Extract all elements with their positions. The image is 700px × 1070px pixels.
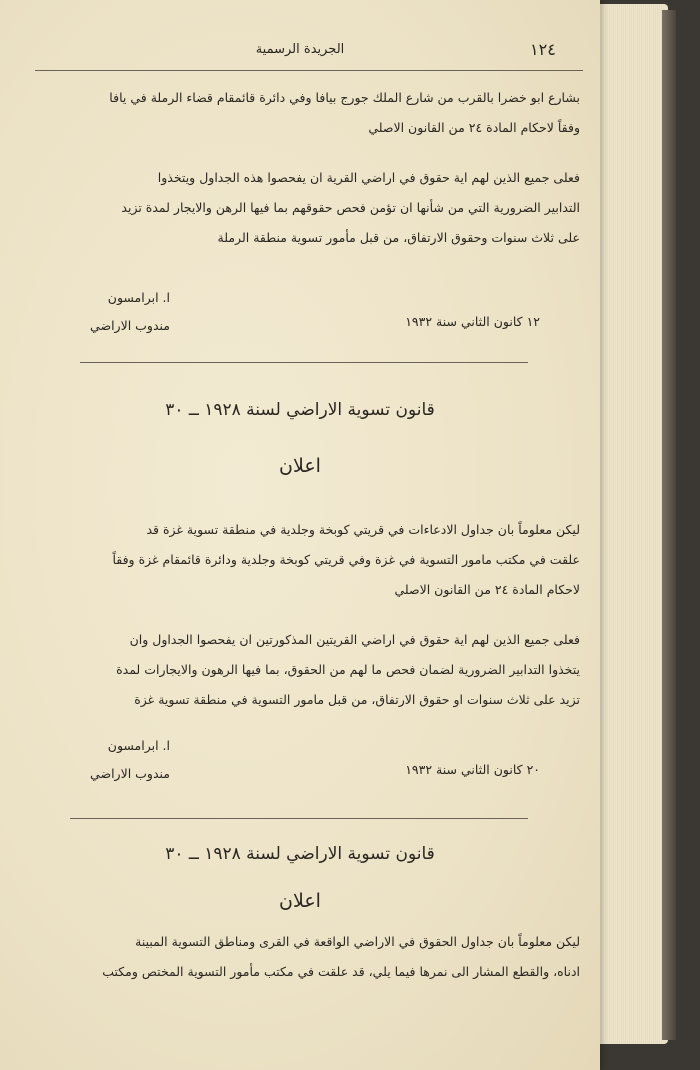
section1-date: ١٢ كانون الثاني سنة ١٩٣٢ [405, 314, 540, 329]
section1-signature-title: مندوب الاراضي [90, 318, 170, 333]
header-title: الجريدة الرسمية [255, 42, 345, 57]
section-divider-1 [80, 362, 528, 363]
section2-line-6: تزيد على ثلاث سنوات او حقوق الارتفاق، من قبل مامور التسوية في منطقة تسوية غزة [134, 692, 580, 707]
header-rule [35, 70, 583, 71]
section2-signature-name: ا. ابرامسون [107, 738, 170, 753]
section2-notice: اعلان [279, 455, 321, 477]
section2-heading: قانون تسوية الاراضي لسنة ١٩٢٨ ــ ٣٠ [165, 400, 435, 420]
section1-line-1: بشارع ابو خضرا بالقرب من شارع الملك جورج بيافا وفي دائرة قائمقام قضاء الرملة في يافا [109, 90, 580, 105]
page-number: ١٢٤ [530, 40, 556, 59]
section2-line-3: لاحكام المادة ٢٤ من القانون الاصلي [394, 582, 580, 597]
section3-notice: اعلان [279, 890, 321, 912]
section1-line-3: فعلى جميع الذين لهم اية حقوق في اراضي القرية ان يفحصوا هذه الجداول ويتخذوا [157, 170, 580, 185]
section2-line-5: يتخذوا التدابير الضرورية لضمان فحص ما لهم من الحقوق، بما فيها الرهون والايجارات لمدة [116, 662, 580, 677]
section2-line-1: ليكن معلوماً بان جداول الادعاءات في قريتي كوبخة وجلدية في منطقة تسوية غزة قد [146, 522, 580, 537]
section3-heading: قانون تسوية الاراضي لسنة ١٩٢٨ ــ ٣٠ [165, 844, 435, 864]
section3-line-1: ليكن معلوماً بان جداول الحقوق في الاراضي الواقعة في القرى ومناطق التسوية المبينة [135, 934, 580, 949]
section1-line-5: على ثلاث سنوات وحقوق الارتفاق، من قبل مأمور تسوية منطقة الرملة [217, 230, 580, 245]
section2-line-2: علقت في مكتب مامور التسوية في غزة وفي قريتي كوبخة وجلدية ودائرة قائمقام غزة وفقاً [112, 552, 580, 567]
book-cover-edge [662, 10, 676, 1040]
section1-signature-name: ا. ابرامسون [107, 290, 170, 305]
section1-line-4: التدابير الضرورية التي من شأنها ان تؤمن فحص حقوقهم بما فيها الرهن والايجار لمدة تزيد [121, 200, 580, 215]
section2-signature-title: مندوب الاراضي [90, 766, 170, 781]
section3-line-2: ادناه، والقطع المشار الى نمرها فيما يلي، قد علقت في مكتب مأمور التسوية المختص ومكتب [102, 964, 580, 979]
section2-date: ٢٠ كانون الثاني سنة ١٩٣٢ [405, 762, 540, 777]
section2-line-4: فعلى جميع الذين لهم اية حقوق في اراضي القريتين المذكورتين ان يفحصوا الجداول وان [129, 632, 580, 647]
book-page-edges [592, 4, 668, 1044]
section-divider-2 [70, 818, 528, 819]
section1-line-2: وفقاً لاحكام المادة ٢٤ من القانون الاصلي [368, 120, 580, 135]
